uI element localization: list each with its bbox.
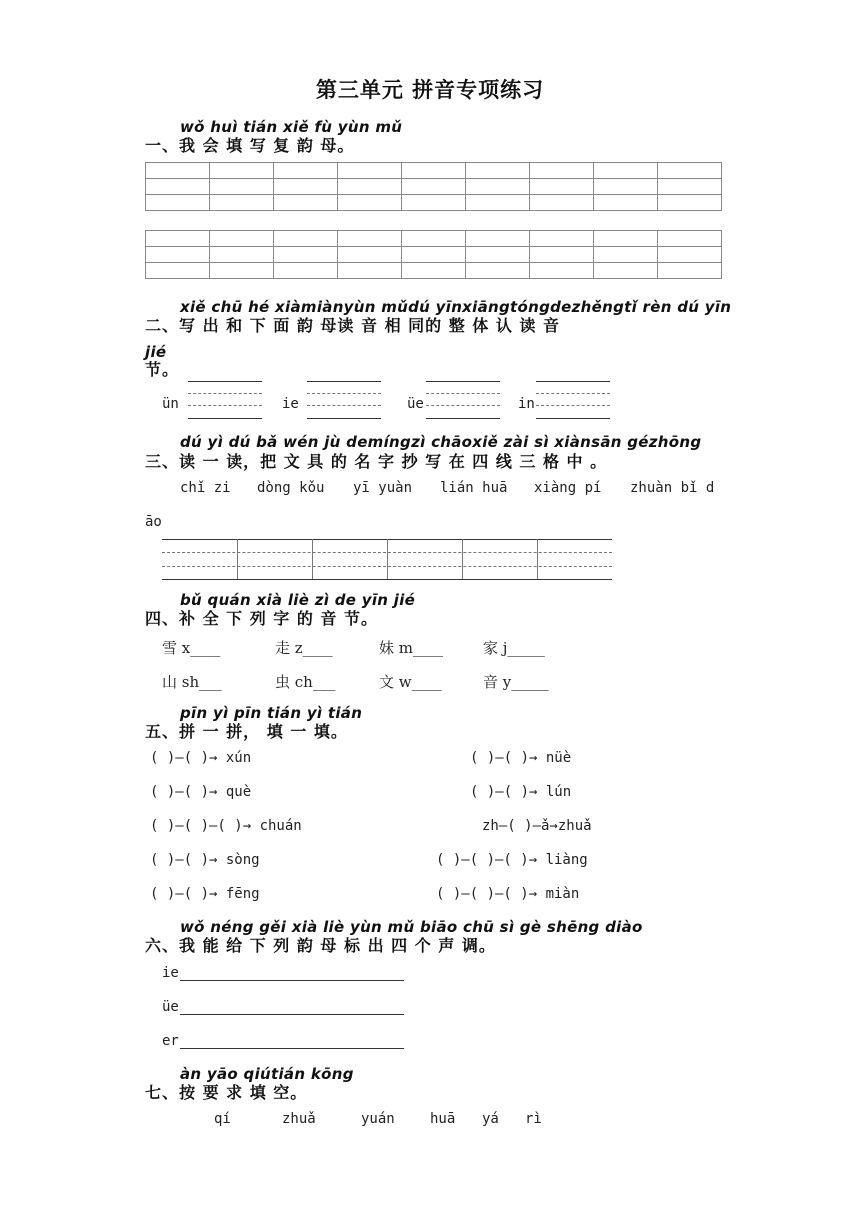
- s1-label: 一、我 会 填 写 复 韵 母。: [145, 136, 355, 155]
- four-line-box-2[interactable]: [307, 381, 381, 419]
- page-title: 第三单元 拼音专项练习: [315, 78, 545, 102]
- s5-left-5[interactable]: ( )—( )→ fēng: [150, 886, 260, 902]
- s5-left-1[interactable]: ( )—( )→ xún: [150, 750, 252, 766]
- compound-finals-grid-1[interactable]: [145, 162, 722, 211]
- final-un: ün: [162, 396, 179, 412]
- s7-word-2: zhuǎ: [282, 1111, 316, 1127]
- s6-pinyin: wǒ néng gěi xià liè yùn mǔ biāo chū sì gè shēng diào: [180, 918, 643, 936]
- compound-finals-grid-2[interactable]: [145, 230, 722, 279]
- final-in: in: [518, 396, 535, 412]
- s7-word-1: qí: [214, 1111, 231, 1127]
- s3-word-5: xiàng pí: [534, 480, 602, 496]
- s4-item-mei[interactable]: 妹 m____: [379, 639, 443, 657]
- s7-word-3: yuán: [361, 1111, 395, 1127]
- s2-label: 二、写 出 和 下 面 韵 母读 音 相 同的 整 体 认 读 音: [145, 316, 560, 335]
- final-ie: ie: [282, 396, 299, 412]
- s6-ie: ie: [162, 965, 179, 981]
- s4-item-wen[interactable]: 文 w____: [379, 673, 442, 691]
- s1-pinyin: wǒ huì tián xiě fù yùn mǔ: [180, 118, 403, 136]
- s5-right-5[interactable]: ( )—( )—( )→ miàn: [436, 886, 580, 902]
- s4-item-shan[interactable]: 山 sh___: [162, 673, 222, 691]
- s3-word-3: yī yuàn: [353, 480, 413, 496]
- s6-er: er: [162, 1033, 179, 1049]
- s3-word-1: chǐ zi: [180, 480, 231, 496]
- s6-ie-line[interactable]: [180, 980, 404, 981]
- s3-pinyin: dú yì dú bǎ wén jù demíngzì chāoxiě zài sì xiànsān gézhōng: [180, 433, 702, 451]
- s3-word-2: dòng kǒu: [257, 480, 325, 496]
- s4-item-zou[interactable]: 走 z____: [275, 639, 333, 657]
- s5-left-3[interactable]: ( )—( )—( )→ chuán: [150, 818, 302, 834]
- s5-pinyin: pīn yì pīn tián yì tián: [180, 704, 363, 722]
- s6-label: 六、我 能 给 下 列 韵 母 标 出 四 个 声 调。: [145, 936, 496, 955]
- s5-right-1[interactable]: ( )—( )→ nüè: [470, 750, 572, 766]
- s4-pinyin: bǔ quán xià liè zì de yīn jié: [180, 591, 416, 609]
- s4-item-yin[interactable]: 音 y_____: [483, 673, 549, 691]
- s5-right-4[interactable]: ( )—( )—( )→ liàng: [436, 852, 588, 868]
- s2-pinyin: xiě chū hé xiàmiànyùn mǔdú yīnxiāngtóngdezhěngtǐ rèn dú yīn: [180, 298, 732, 316]
- s6-ue: üe: [162, 999, 179, 1015]
- s6-er-line[interactable]: [180, 1048, 404, 1049]
- s7-word-4: huā: [430, 1111, 456, 1127]
- s5-right-3[interactable]: zh—( )—ǎ→zhuǎ: [482, 818, 592, 834]
- s7-word-6: rì: [525, 1111, 542, 1127]
- s3-wrap: āo: [145, 514, 162, 530]
- s4-item-xue[interactable]: 雪 x____: [162, 639, 221, 657]
- s3-word-4: lián huā: [440, 480, 508, 496]
- s7-label: 七、按 要 求 填 空。: [145, 1083, 308, 1102]
- s3-label: 三、读 一 读，把 文 具 的 名 字 抄 写 在 四 线 三 格 中 。: [145, 452, 608, 471]
- s5-label: 五、拼 一 拼， 填 一 填。: [145, 722, 348, 741]
- s4-item-jia[interactable]: 家 j_____: [483, 639, 545, 657]
- s5-left-2[interactable]: ( )—( )→ què: [150, 784, 252, 800]
- s2-pinyin-2: jié: [145, 343, 167, 361]
- four-line-box-3[interactable]: [426, 381, 500, 419]
- s3-word-6: zhuàn bǐ d: [630, 480, 715, 496]
- four-line-box-4[interactable]: [536, 381, 610, 419]
- s5-right-2[interactable]: ( )—( )→ lún: [470, 784, 572, 800]
- final-ue: üe: [407, 396, 424, 412]
- s2-label-2: 节。: [145, 360, 180, 379]
- s5-left-4[interactable]: ( )—( )→ sòng: [150, 852, 260, 868]
- s4-label: 四、补 全 下 列 字 的 音 节。: [145, 609, 378, 628]
- s4-item-chong[interactable]: 虫 ch___: [275, 673, 336, 691]
- four-line-box-1[interactable]: [188, 381, 262, 419]
- s7-pinyin: àn yāo qiútián kōng: [180, 1065, 354, 1083]
- s7-word-5: yá: [482, 1111, 499, 1127]
- s6-ue-line[interactable]: [180, 1014, 404, 1015]
